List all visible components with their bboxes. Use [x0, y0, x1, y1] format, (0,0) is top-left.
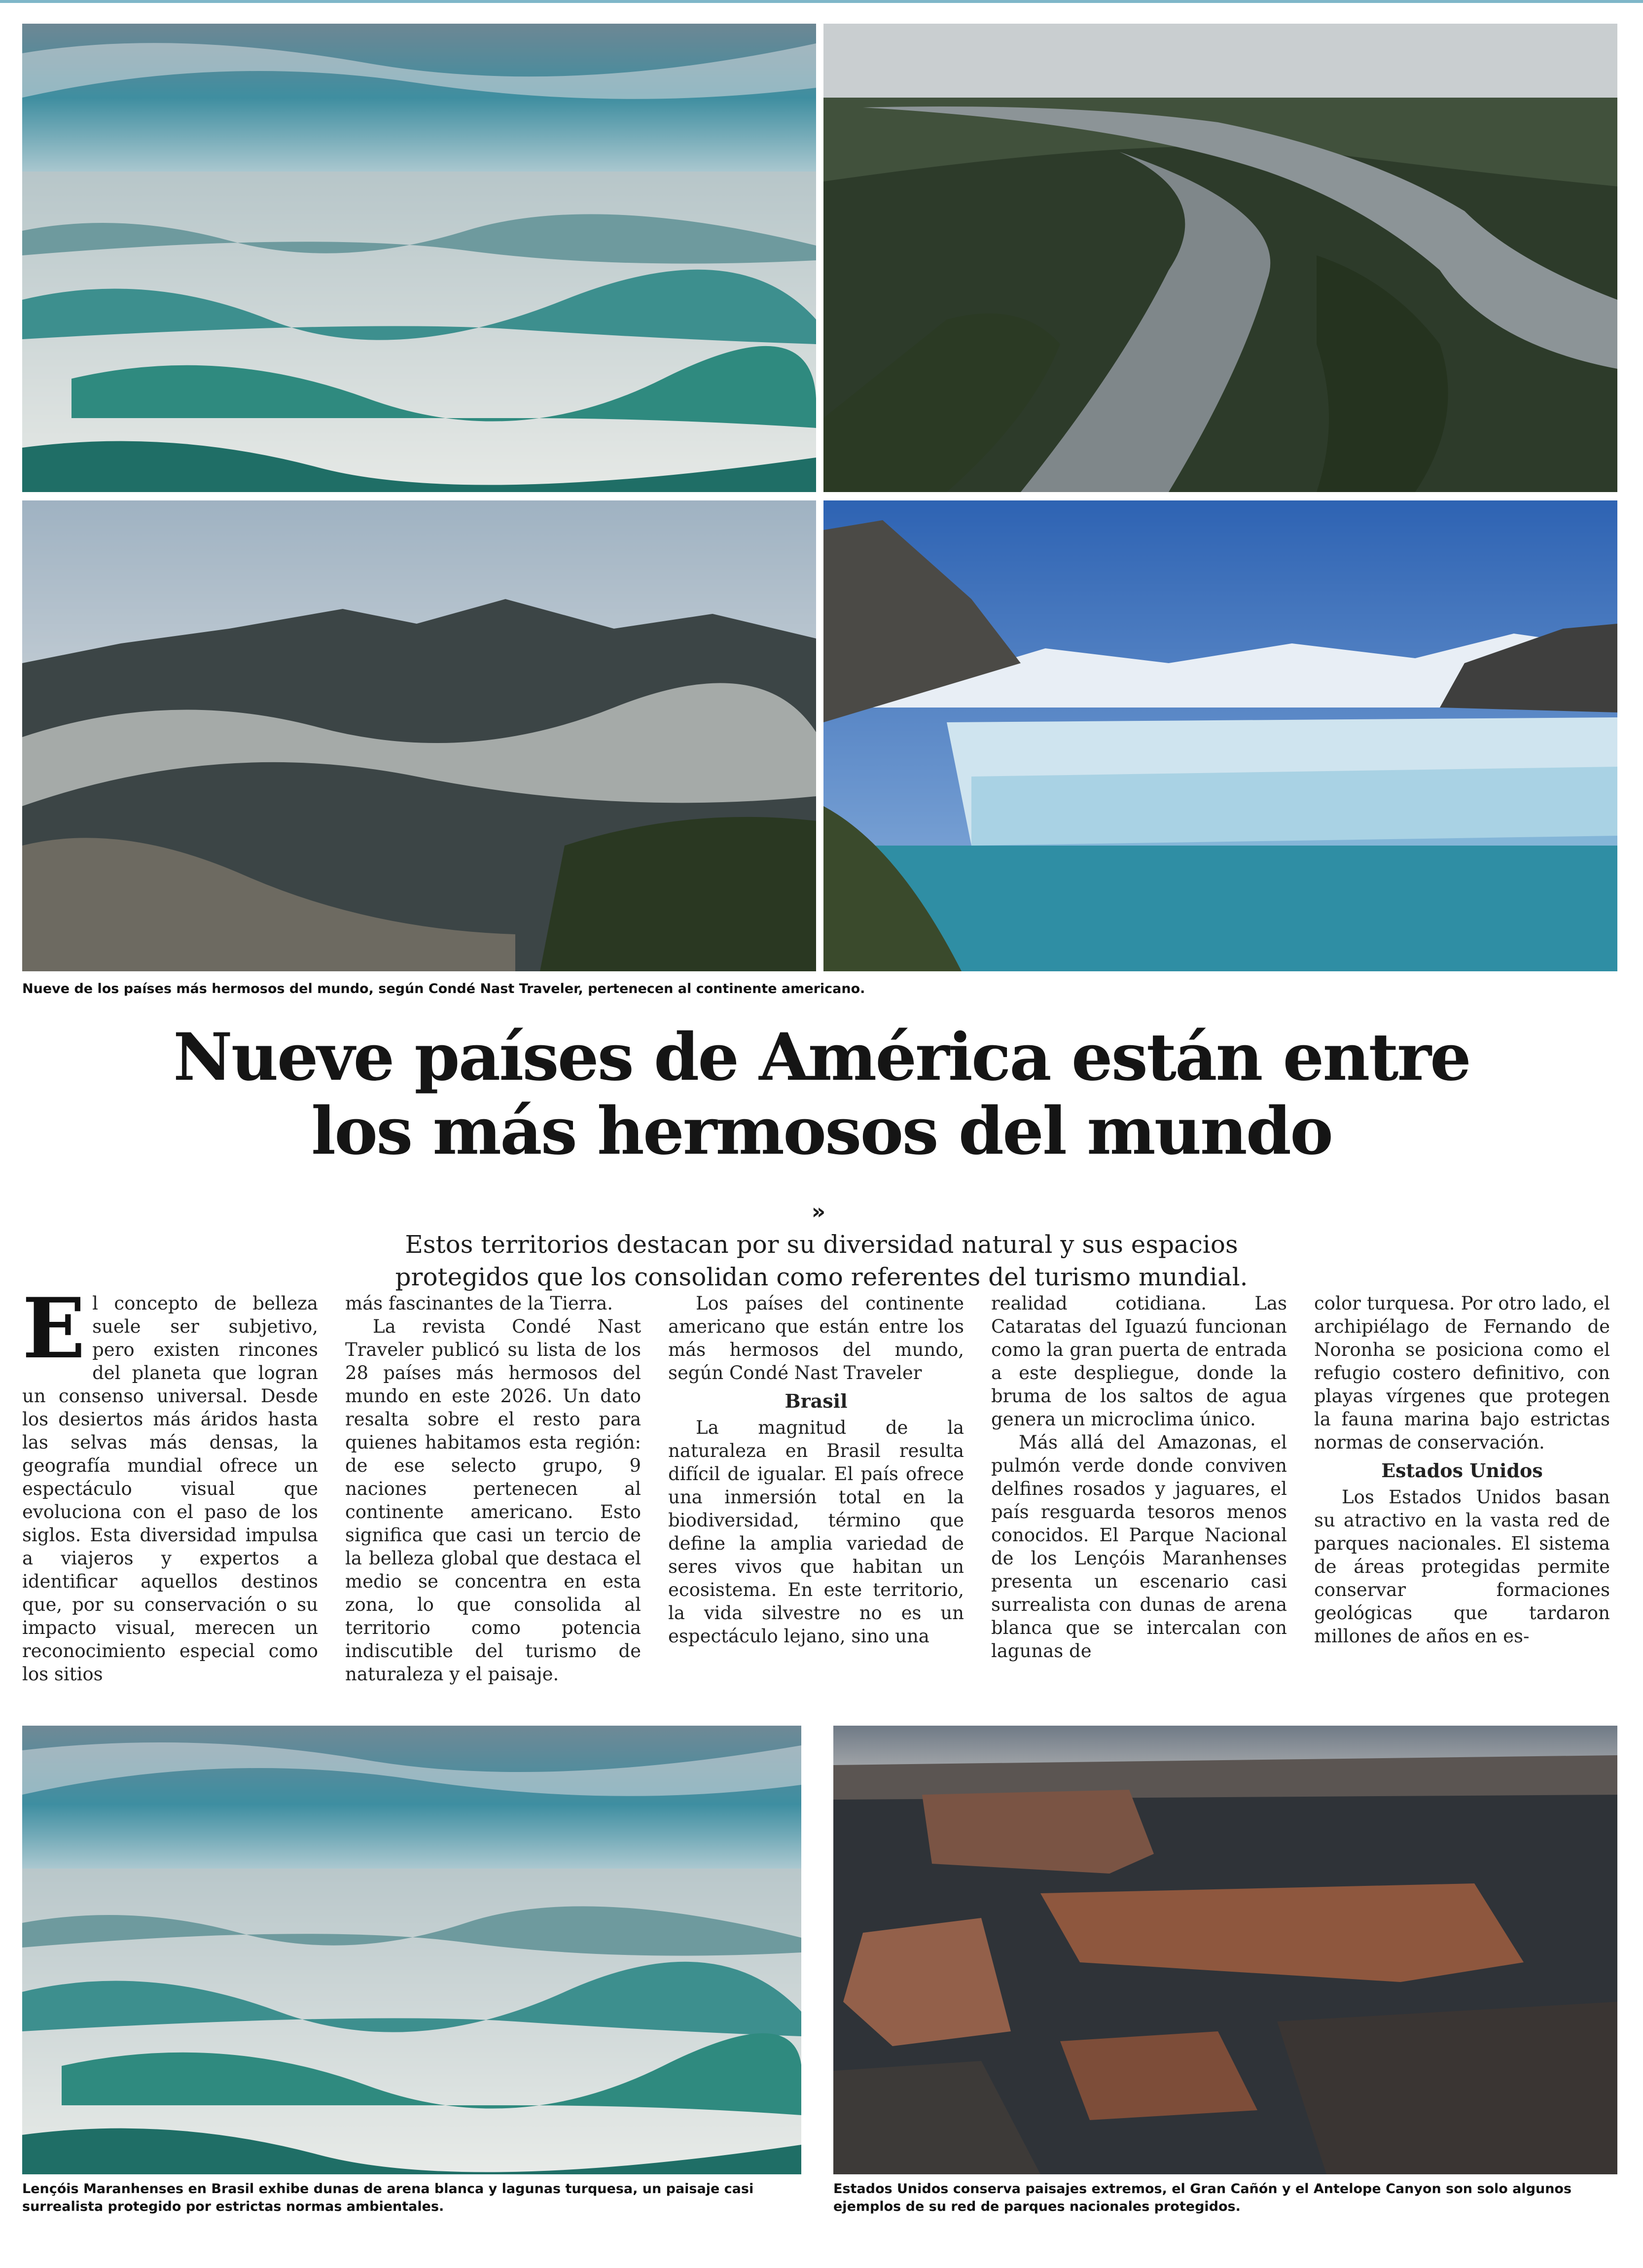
subhead-line-1 — [0, 1196, 1643, 1261]
article-paragraph: La revista Condé Nast Traveler publicó su lista de los 28 países más hermosos del mundo en este 2026. Un dato resalta sobre el resto para quienes habitamos esta región: de ese selecto grupo, 9 naciones pertenecen al continente americano. Esto significa que casi un tercio de la belleza global que destaca el medio se concentra en esta zona, lo que consolida al territorio como potencia indiscutible del turismo de naturaleza y el paisaje. — [345, 1316, 641, 1685]
section-heading-brasil: Brasil — [785, 1390, 848, 1412]
article-paragraph: Más allá del Amazonas, el pulmón verde donde conviven delfines rosados y jaguares, el país resguarda tesoros menos conocidos. El Parque Nacional de los Lençóis Maranhenses presenta un escenario casi surrealista con dunas de arena blanca que se intercalan con lagunas de — [991, 1432, 1287, 1662]
subhead — [0, 1196, 1643, 1293]
article-paragraph: color turquesa. Por otro lado, el archipiélago de Fernando de Noronha se posiciona como el refugio costero definitivo, con playas vírgenes que protegen la fauna marina bajo estrictas normas de conservación. — [1314, 1293, 1610, 1453]
caption-bottom-left: Lençóis Maranhenses en Brasil exhibe dunas de arena blanca y lagunas turquesa, un paisaje casi surrealista protegido por estrictas normas ambientales. — [22, 2181, 754, 2214]
photo-dunes-bottom — [22, 1726, 801, 2174]
headline — [0, 1021, 1643, 1169]
article-paragraph: Los países del continente americano que están entre los más hermosos del mundo, según Condé Nast Traveler — [668, 1293, 964, 1383]
article-paragraph: La magnitud de la naturaleza en Brasil resulta difícil de igualar. El país ofrece una inmersión total en la biodiversidad, término que define la amplia variedad de seres vivos que habitan un ecosistema. En este territorio, la vida silvestre no es un espectáculo lejano, sino una — [668, 1417, 964, 1647]
caption-top: Nueve de los países más hermosos del mundo, según Condé Nast Traveler, pertenecen al continente americano. — [22, 981, 865, 996]
article-column-5 — [1314, 1292, 1610, 1716]
photo-river — [823, 24, 1617, 492]
drop-cap: E — [22, 1292, 86, 1377]
caption-bottom-right: Estados Unidos conserva paisajes extremos, el Gran Cañón y el Antelope Canyon son solo algunos ejemplos de su red de parques nacionales protegidos. — [833, 2181, 1572, 2214]
headline-line-2: los más hermosos del mundo — [311, 1093, 1332, 1169]
photo-dunes-top — [22, 24, 816, 492]
chevron-right-icon: » — [811, 1199, 826, 1224]
article-paragraph: l concepto de belleza suele ser subjetivo, pero existen rincones del planeta que logran un consenso universal. Desde los desiertos más áridos hasta las selvas más densas, la geografía mundial ofrece un espectáculo visual que evoluciona con el paso de los siglos. Esta diversidad impulsa a viajeros y expertos a identificar aquellos destinos que, por su conservación o su impacto visual, merecen un reconocimiento especial como los sitios — [22, 1293, 318, 1685]
article-paragraph: realidad cotidiana. Las Cataratas del Iguazú funcionan como la gran puerta de entrada a este despliegue, donde la bruma de los saltos de agua genera un microclima único. — [991, 1293, 1287, 1430]
article-paragraph: Los Estados Unidos basan su atractivo en la vasta red de parques nacionales. El sistema de áreas protegidas permite conservar formaciones geológicas que tardaron millones de años en es- — [1314, 1487, 1610, 1647]
article-column-4 — [991, 1292, 1287, 1716]
headline-line-1: Nueve países de América están entre — [173, 1019, 1470, 1096]
subhead-line-2: protegidos que los consolidan como referentes del turismo mundial. — [395, 1263, 1248, 1291]
subhead-line-1-text: Estos territorios destacan por su diversidad natural y sus espacios — [405, 1230, 1238, 1259]
article-paragraph: más fascinantes de la Tierra. — [345, 1293, 613, 1314]
photo-mountains — [22, 500, 816, 971]
article-column-1 — [22, 1292, 318, 1716]
article-column-3 — [668, 1292, 964, 1716]
top-rule — [0, 0, 1643, 3]
section-heading-estados-unidos: Estados Unidos — [1381, 1459, 1543, 1482]
article-column-2 — [345, 1292, 641, 1716]
photo-glacier — [823, 500, 1617, 971]
photo-canyon — [833, 1726, 1617, 2174]
